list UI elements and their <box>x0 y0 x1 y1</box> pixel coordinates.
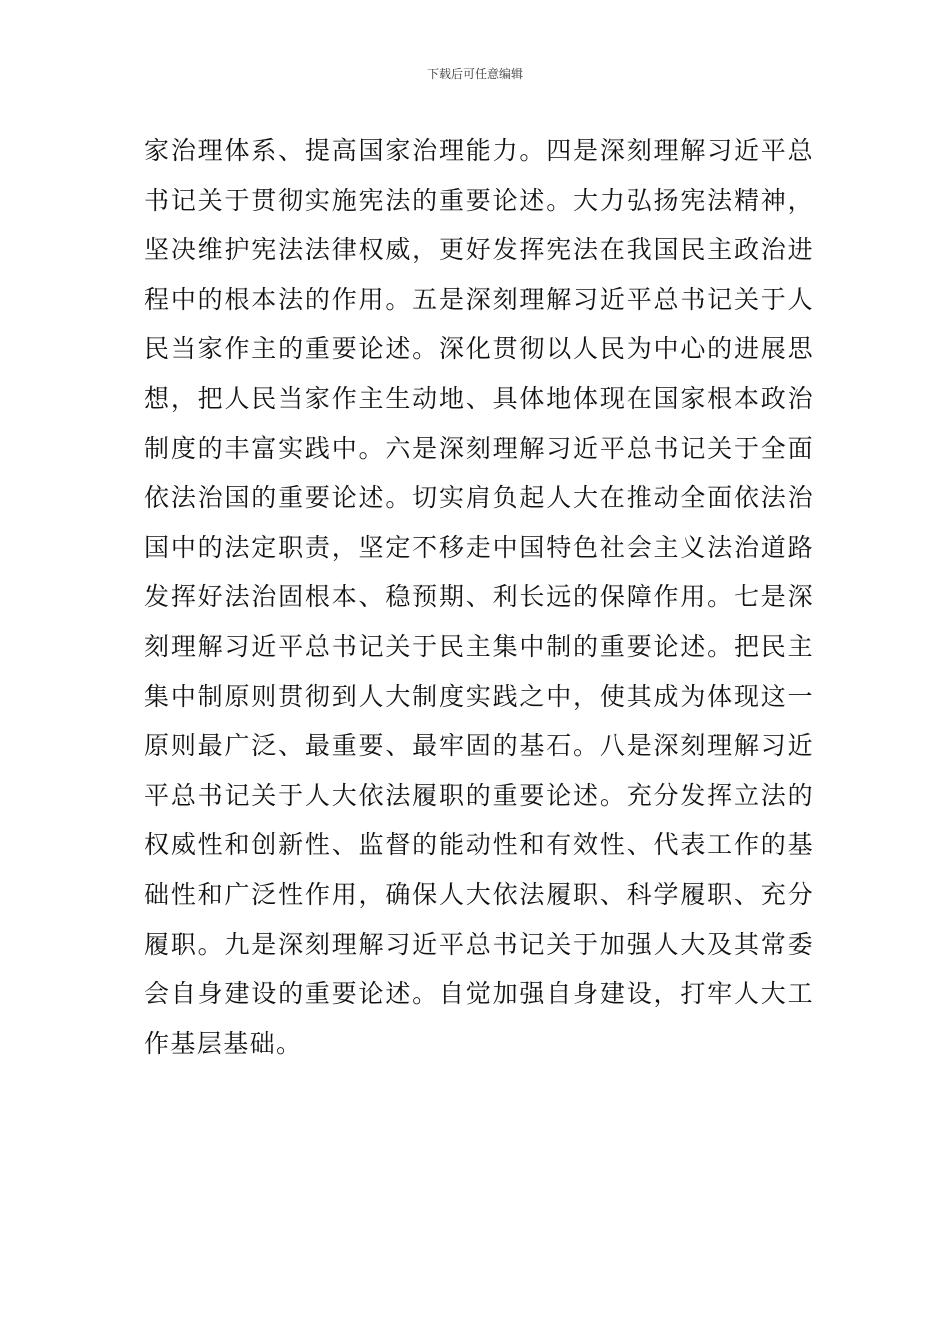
header-note: 下载后可任意编辑 <box>426 67 523 81</box>
body-paragraph: 家治理体系、提高国家治理能力。四是深刻理解习近平总书记关于贯彻实施宪法的重要论述。大力弘扬宪法精神，坚决维护宪法法律权威，更好发挥宪法在我国民主政治进程中的根本法的作用。五是深刻理解习近平总书记关于人民当家作主的重要论述。深化贯彻以人民为中心的进展思想，把人民当家作主生动地、具体地体现在国家根本政治制度的丰富实践中。六是深刻理解习近平总书记关于全面依法治国的重要论述。切实肩负起人大在推动全面依法治国中的法定职责，坚定不移走中国特色社会主义法治道路发挥好法治固根本、稳预期、利长远的保障作用。七是深刻理解习近平总书记关于民主集中制的重要论述。把民主集中制原则贯彻到人大制度实践之中，使其成为体现这一原则最广泛、最重要、最牢固的基石。八是深刻理解习近平总书记关于人大依法履职的重要论述。充分发挥立法的权威性和创新性、监督的能动性和有效性、代表工作的基础性和广泛性作用，确保人大依法履职、科学履职、充分履职。九是深刻理解习近平总书记关于加强人大及其常委会自身建设的重要论述。自觉加强自身建设，打牢人大工作基层基础。 <box>144 136 814 1058</box>
